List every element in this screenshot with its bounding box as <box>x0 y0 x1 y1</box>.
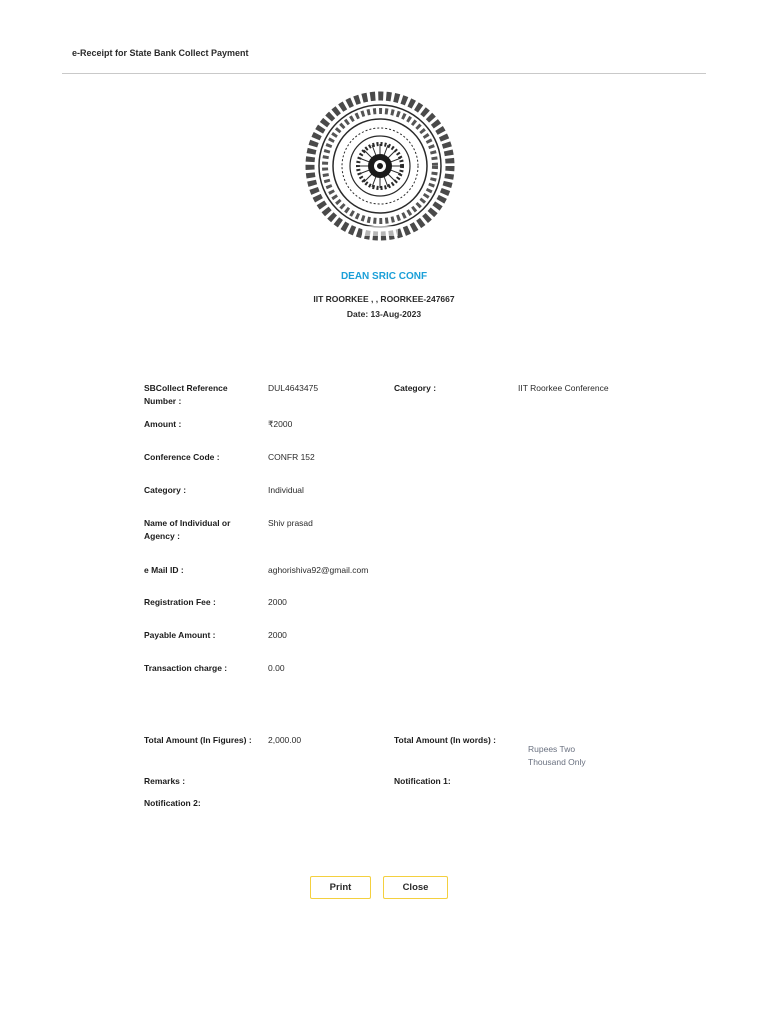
name-label: Name of Individual or Agency : <box>144 518 231 541</box>
name-value: Shiv prasad <box>268 518 313 528</box>
receipt-date: Date: 13-Aug-2023 <box>346 309 422 319</box>
organization-name: DEAN SRIC CONF <box>340 271 428 282</box>
close-button[interactable]: Close <box>383 876 448 899</box>
conference-code-label: Conference Code : <box>144 452 220 462</box>
total-words-value: Rupees Two Thousand Only <box>528 744 586 767</box>
notification-2-label: Notification 2: <box>144 798 201 808</box>
category-value: Individual <box>268 485 304 495</box>
remarks-label: Remarks : <box>144 776 186 786</box>
total-figures-value: 2,000.00 <box>268 735 302 745</box>
total-figures-label: Total Amount (In Figures) : <box>144 735 252 745</box>
conference-code-value: CONFR 152 <box>268 452 315 462</box>
payable-amount-label: Payable Amount : <box>144 630 216 640</box>
transaction-charge-label: Transaction charge : <box>144 663 228 673</box>
registration-fee-label: Registration Fee : <box>144 597 216 607</box>
category-right-value: IIT Roorkee Conference <box>518 383 609 393</box>
organization-address: IIT ROORKEE , , ROORKEE-247667 <box>313 294 455 304</box>
category-right-label: Category : <box>394 383 437 393</box>
category-label: Category : <box>144 485 187 495</box>
reference-number-value: DUL4643475 <box>268 383 319 393</box>
payable-amount-value: 2000 <box>268 630 287 640</box>
transaction-charge-value: 0.00 <box>268 663 285 673</box>
header-divider <box>62 73 706 74</box>
email-value: aghorishiva92@gmail.com <box>268 565 369 575</box>
reference-number-label: SBCollect Reference Number : <box>144 383 228 406</box>
email-label: e Mail ID : <box>144 565 184 575</box>
page-title: e-Receipt for State Bank Collect Payment <box>72 48 249 58</box>
registration-fee-value: 2000 <box>268 597 287 607</box>
amount-label: Amount : <box>144 419 182 429</box>
total-words-label: Total Amount (In words) : <box>394 735 496 745</box>
notification-1-label: Notification 1: <box>394 776 451 786</box>
print-button[interactable]: Print <box>310 876 371 899</box>
institute-emblem-icon <box>302 86 458 246</box>
amount-value: ₹2000 <box>268 419 293 429</box>
